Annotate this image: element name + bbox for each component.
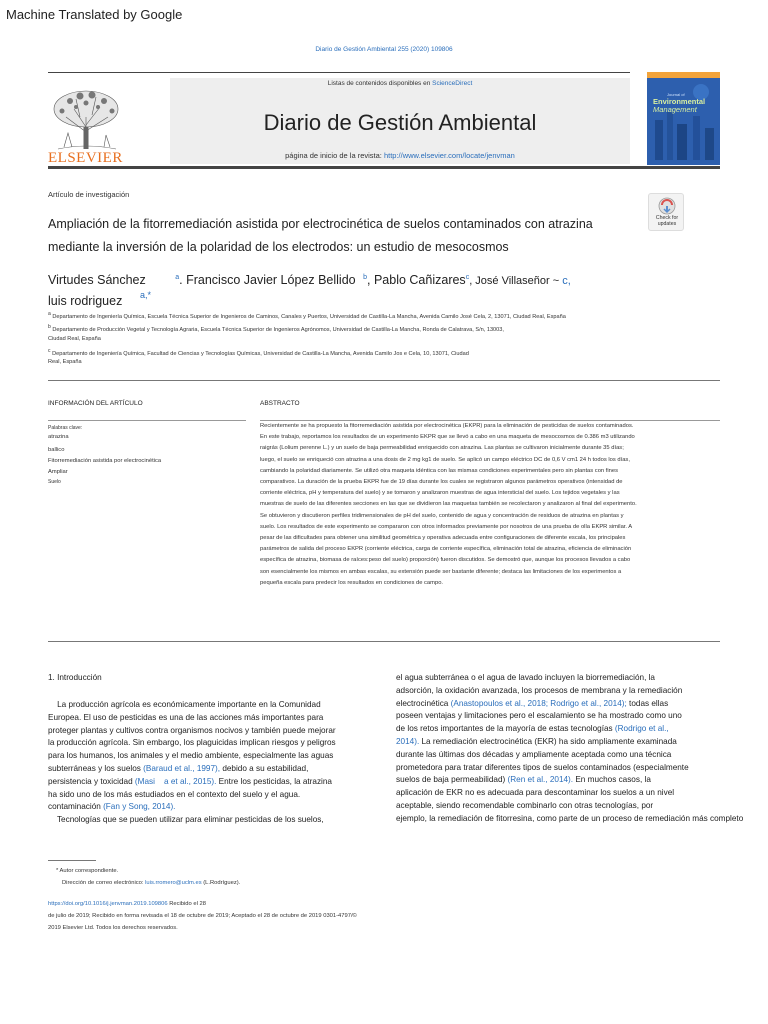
- check-updates-icon: [657, 197, 677, 215]
- keyword-item: Suelo: [48, 479, 61, 485]
- journal-title: Diario de Gestión Ambiental: [263, 110, 537, 135]
- author-name: luis rodriguez: [48, 294, 123, 309]
- body-text: La remediación electrocinética (EKR) ha sido ampliamente examinada: [419, 736, 677, 746]
- authors-block: [48, 268, 608, 311]
- abstract-line: corriente eléctrica, pH y temperatura del suelo) y se tomaron y analizaron muestras de agua intersticial del suelo. Los tejidos vegetales y las: [260, 490, 620, 497]
- machine-translated-banner: Machine Translated by Google: [6, 7, 183, 22]
- body-line: [396, 710, 768, 723]
- body-line: [396, 685, 768, 698]
- abstract-line: cambiando la polaridad diariamente. Se utilizó otra maqueta idéntica con las mismas condiciones experimentales pero sin plantas con fines: [260, 467, 618, 474]
- body-text: el agua subterránea o el agua de lavado incluyen la biorremediación, la: [396, 673, 655, 682]
- body-line: [396, 749, 768, 762]
- cover-title-line2: Management: [653, 105, 697, 114]
- body-line: [48, 750, 378, 763]
- article-title-line1: Ampliación de la fitorremediación asistida por electrocinética de suelos contaminados con atrazina: [48, 217, 593, 231]
- abstract-text: [260, 421, 724, 589]
- check-updates-line1: Check for: [655, 215, 679, 221]
- affiliation-marker: b: [48, 324, 51, 330]
- body-text: para los humanos, los animales y el medio ambiente, especialmente las aguas: [48, 751, 334, 761]
- abstract-line: específica de atrazina, biomasa de raíces:peso del suelo) proporción) fueron discutidos. Se demostró que, aunque los procesos llevados a cabo: [260, 557, 631, 564]
- body-text: la producción agrícola. Sin embargo, los plaguicidas implican riesgos y peligros: [48, 738, 336, 748]
- affiliation-b-cont: [48, 334, 101, 344]
- abstract-line: parámetros de salida del proceso EKPR (corriente eléctrica, carga de corriente específica, eliminación total de atrazina, eficiencia de eliminación: [260, 546, 632, 553]
- abstract-line: muestras de suelo de las diferentes secciones en las que se dividieron las maquetas también se recolectaron y analizaron al final del experimento.: [260, 501, 637, 508]
- affiliation-text: Real, España: [48, 359, 82, 365]
- body-text: durante las últimas dos décadas y ampliamente aceptada como una técnica: [396, 749, 672, 759]
- journal-reference-link[interactable]: Diario de Gestión Ambiental 255 (2020) 109806: [315, 46, 453, 53]
- article-title: [48, 213, 608, 259]
- author-affil-link[interactable]: a: [175, 274, 180, 281]
- citation-link[interactable]: (Masi a et al., 2015).: [134, 776, 217, 786]
- doi-link[interactable]: https://doi.org/10.1016/j.jenvman.2019.109806: [48, 901, 168, 907]
- citation-link[interactable]: (Rodrigo et al.,: [614, 724, 669, 734]
- journal-homepage: [170, 151, 630, 160]
- received-text: Recibido el 28: [167, 901, 206, 907]
- affiliation-text: Departamento de Ingeniería Química, Escuela Técnica Superior de Ingenieros de Caminos, Canales y Puertos, Universidad de Castilla-La Mancha, Avenida Camilo José Cela, 2, 13071, Ciudad Real, España: [52, 313, 566, 320]
- divider-before-body: [48, 641, 720, 642]
- article-title-line2: mediante la inversión de la polaridad de los electrodos: un estudio de mesocosmos: [48, 240, 509, 254]
- author-affil-link[interactable]: a,*: [140, 290, 152, 301]
- author-affil-link[interactable]: b: [363, 274, 368, 281]
- body-text: Entre los pesticidas, la atrazina: [216, 776, 332, 786]
- abstract-line: En este trabajo, reportamos los resultados de un experimento EKPR que se llevó a cabo en una maqueta de mesocosmos de 0.386 m3 utilizando: [260, 434, 635, 441]
- body-line: [48, 763, 378, 776]
- body-text: debido a su estabilidad,: [220, 763, 309, 773]
- contents-availability: [170, 80, 630, 87]
- footnote-email: [62, 880, 240, 886]
- affiliation-c-cont: [48, 357, 82, 367]
- body-text: poseen ventajas y limitaciones pero el escalamiento se ha mostrado como uno: [396, 711, 682, 721]
- citation-link[interactable]: (Fan y Song, 2014).: [103, 802, 176, 812]
- citation-link[interactable]: (Ren et al., 2014).: [507, 775, 574, 785]
- cover-art: [647, 72, 720, 165]
- body-text: Europea. El uso de pesticidas es una de las acciones más importantes para: [48, 712, 324, 722]
- body-line: [396, 787, 768, 800]
- header-bottom-rule: [48, 166, 720, 169]
- body-text: todas ellas: [626, 698, 669, 708]
- body-text: ha sido uno de los más estudiados en el contexto del suelo y el agua.: [48, 789, 301, 799]
- article-info-rule: [48, 420, 246, 421]
- author-affil-link[interactable]: c: [465, 274, 470, 281]
- abstract-heading: ABSTRACTO: [260, 400, 300, 407]
- email-prefix: Dirección de correo electrónico:: [62, 880, 146, 886]
- affiliation-a: [48, 309, 566, 322]
- body-line: [48, 814, 378, 827]
- body-text: aceptable, siendo recomendable combinarlo con otras tecnologías, por: [396, 800, 654, 810]
- divider-before-abstract: [48, 380, 720, 381]
- body-line: [48, 725, 378, 738]
- cover-title: [653, 98, 705, 114]
- journal-header-box: [170, 78, 630, 164]
- abstract-line: comparativos. La duración de la prueba EKPR fue de 19 días durante los cuales se registraron algunos parámetros operativos (intensidad de: [260, 479, 623, 486]
- body-text: prometedora para tratar diferentes tipos de suelos contaminados (especialmente: [396, 762, 689, 772]
- footnote-rights: 2019 Elsevier Ltd. Todos los derechos reservados.: [48, 925, 178, 931]
- body-text: suelos de baja permeabilidad): [396, 775, 508, 785]
- abstract-line: pequeña escala para predecir los resultados en condiciones de campo.: [260, 579, 444, 586]
- abstract-line: Se obtuvieron y discutieron perfiles tridimensionales de pH del suelo, contenido de agua y concentración de residuos de atrazina en plantas y: [260, 512, 624, 519]
- elsevier-wordmark: ELSEVIER: [48, 150, 123, 166]
- keyword-item: ballico: [48, 447, 65, 453]
- body-text: Tecnologías que se pueden utilizar para eliminar pesticidas de los suelos,: [48, 815, 324, 825]
- author-name: , José Villaseñor ~: [469, 275, 563, 288]
- affiliation-text: Departamento de Ingeniería Química, Facultad de Ciencias y Tecnologías Químicas, Universidad de Castilla-La Mancha, Avenida Camilo Jos e Cela, 10, 13071, Ciudad: [52, 350, 469, 357]
- body-text: adsorción, la oxidación avanzada, los procesos de membrana y la remediación: [396, 685, 683, 695]
- body-line: [396, 774, 768, 787]
- keyword-item: Ampliar: [48, 469, 68, 475]
- body-text: de los retos importantes de la mayoría de estas tecnologías: [396, 724, 615, 734]
- authors-line1: [48, 268, 608, 291]
- body-text: electrocinética: [396, 698, 451, 708]
- citation-link[interactable]: (Baraud et al., 1997),: [143, 763, 221, 773]
- affiliation-c: [48, 346, 469, 359]
- cover-title-line1: Environmental: [653, 97, 706, 106]
- citation-link[interactable]: 2014).: [396, 736, 420, 746]
- body-text: ejemplo, la remediación de fitorresina, como parte de un proceso de remediación más completo: [396, 813, 744, 823]
- body-line: [396, 698, 768, 711]
- abstract-line: pesar de las dificultades para obtener una similitud geométrica y operativa adecuada entre configuraciones de diferente escala, los principales: [260, 535, 626, 542]
- homepage-prefix: página de inicio de la revista:: [285, 151, 384, 160]
- abstract-line: son esencialmente los mismos en ambas escalas, su extensión puede ser bastante diferente; destaca las limitaciones de los experimentos a: [260, 568, 622, 575]
- body-line: [396, 800, 768, 813]
- abstract-line: suelo. Los resultados de este experimento se compararon con otros informados previamente por nosotros de una prueba de olla EKPR similar. A: [260, 523, 633, 530]
- article-type: Artículo de investigación: [48, 190, 130, 199]
- body-line: [396, 762, 768, 775]
- body-text: aplicación de EKR no es adecuada para descontaminar los suelos a un nivel: [396, 788, 675, 798]
- body-text: contaminación: [48, 802, 104, 812]
- body-line: [48, 699, 378, 712]
- cover-small-text: Journal of: [667, 92, 685, 97]
- keyword-item: Fitorremediación asistida por electrocinética: [48, 458, 162, 464]
- author-name: . Francisco Javier López Bellido: [179, 273, 356, 288]
- email-suffix: (L.Rodríguez).: [201, 880, 241, 886]
- affiliation-b: [48, 322, 504, 335]
- author-affil-link[interactable]: c,: [562, 275, 571, 288]
- email-link[interactable]: luis.rromero@uclm.es: [145, 880, 202, 886]
- body-left-column: [48, 699, 378, 827]
- check-for-updates-badge[interactable]: [648, 193, 684, 231]
- sciencedirect-link[interactable]: ScienceDirect: [432, 80, 473, 87]
- affiliation-text: Ciudad Real, España: [48, 336, 101, 342]
- body-text: subterráneas y los suelos: [48, 763, 144, 773]
- abstract-line: luego, el suelo se enriqueció con atrazina a una dosis de 2 mg kg1 de suelo. Se aplicó un campo eléctrico DC de 0,6 V cm1 24 h todos los días,: [260, 456, 630, 463]
- body-line: [396, 723, 768, 736]
- affiliation-marker: c: [48, 348, 51, 354]
- body-text: persistencia y toxicidad: [48, 776, 135, 786]
- body-text: proteger plantas y cultivos contra organismos nocivos y también puede mejorar: [48, 725, 336, 735]
- body-right-column: [396, 672, 768, 826]
- keyword-item: atrazina: [48, 434, 69, 440]
- author-name: Virtudes Sánchez: [48, 273, 146, 288]
- footnote-rule: [48, 860, 96, 861]
- affiliation-text: Departamento de Producción Vegetal y Tecnología Agraria, Escuela Técnica Superior de Ingenieros Agrónomos, Universidad de Castilla-La Mancha, Ronda de Calatrava, S/n, 13003,: [52, 326, 504, 333]
- footnote-dates: de julio de 2019; Recibido en forma revisada el 18 de octubre de 2019; Aceptado el 28 de octubre de 2019 0301-4797/©: [48, 913, 357, 919]
- body-line: [396, 813, 768, 826]
- abstract-line: raigrás (Lolium perenne L.) y un suelo de baja permeabilidad enriquecido con atrazina. Las plantas se cultivaron inicialmente durante 35 días;: [260, 445, 624, 452]
- journal-cover-image: [647, 72, 720, 165]
- citation-link[interactable]: (Anastopoulos et al., 2018; Rodrigo et al., 2014);: [450, 698, 627, 708]
- check-updates-line2: updates: [657, 221, 677, 227]
- homepage-link[interactable]: http://www.elsevier.com/locate/jenvman: [383, 151, 515, 160]
- body-line: [48, 789, 378, 802]
- body-text: En muchos casos, la: [573, 775, 651, 785]
- article-info-heading: INFORMACIÓN DEL ARTÍCULO: [48, 400, 143, 407]
- body-line: [48, 737, 378, 750]
- affiliation-marker: a: [48, 311, 51, 317]
- footnote-doi-line: [48, 901, 206, 907]
- body-line: [396, 672, 768, 685]
- check-updates-label: [649, 215, 685, 227]
- author-name: , Pablo Cañizares: [367, 273, 466, 288]
- body-line: [396, 736, 768, 749]
- section-heading-introduction: 1. Introducción: [48, 673, 102, 682]
- abstract-line: Recientemente se ha propuesto la fitorremediación asistida por electrocinética (EKPR) para la eliminación de pesticidas de suelos contaminados.: [260, 423, 634, 429]
- body-line: [48, 776, 378, 789]
- header-top-rule: [48, 72, 630, 73]
- contents-prefix: Listas de contenidos disponibles en: [327, 80, 433, 87]
- body-line: [48, 712, 378, 725]
- footnote-corresponding: * Autor correspondiente.: [56, 868, 119, 874]
- body-text: La producción agrícola es económicamente importante en la Comunidad: [48, 700, 321, 709]
- keywords-label: Palabras clave:: [48, 425, 83, 431]
- body-line: [48, 801, 378, 814]
